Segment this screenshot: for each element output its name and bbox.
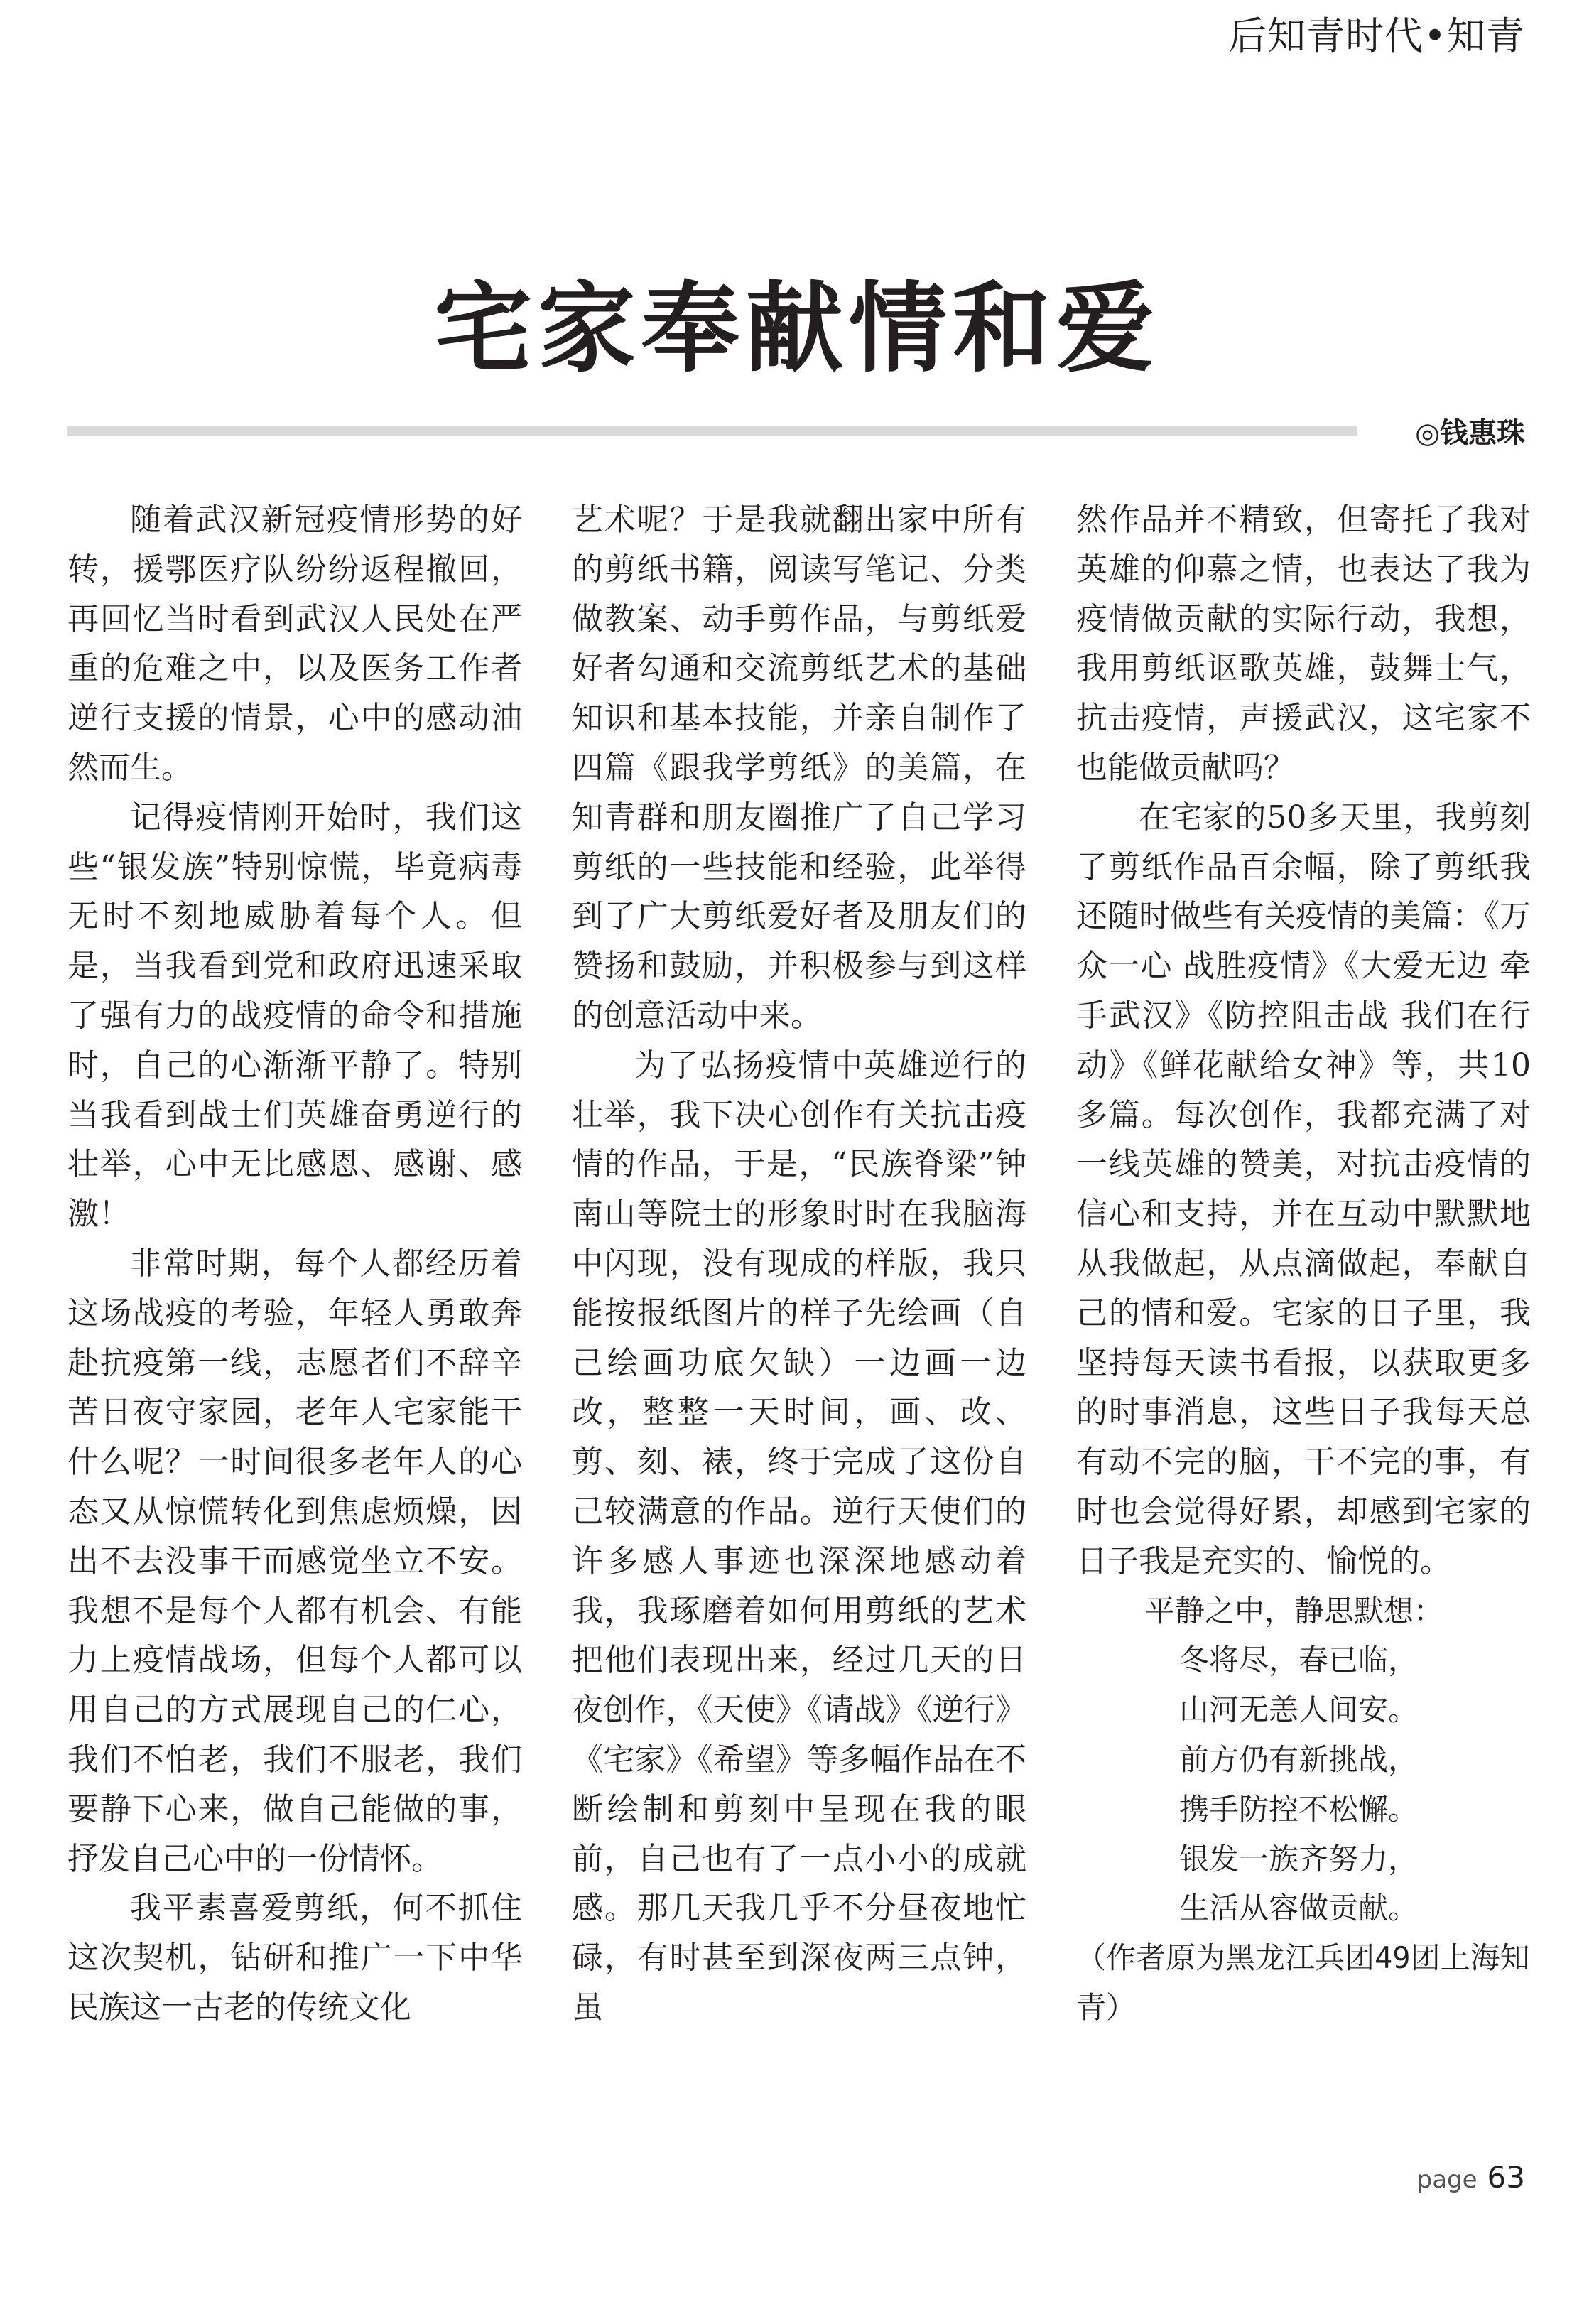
text-column-3 (1076, 495, 1531, 2115)
paragraph: 随着武汉新冠疫情形势的好转，援鄂医疗队纷纷返程撤回，再回忆当时看到武汉人民处在严重的危难之中，以及医务工作者逆行支援的情景，心中的感动油然而生。 (67, 502, 522, 786)
author-byline: ◎钱惠珠 (1415, 417, 1525, 450)
poem-line: 生活从容做贡献。 (1179, 1891, 1419, 1926)
poem-line: 平静之中，静思默想： (1145, 1593, 1444, 1628)
paragraph: 非常时期，每个人都经历着这场战疫的考验，年轻人勇敢奔赴抗疫第一线，志愿者们不辞辛苦日夜守家园，老年人宅家能干什么呢？一时间很多老年人的心态又从惊慌转化到焦虑烦燥，因出不去没事干而感觉坐立不安。我想不是每个人都有机会、有能力上疫情战场，但每个人都可以用自己的方式展现自己的仁心，我们不怕老，我们不服老，我们要静下心来，做自己能做的事，抒发自己心中的一份情怀。 (67, 1245, 522, 1877)
poem-line: 银发一族齐努力， (1179, 1841, 1419, 1876)
title-divider (67, 426, 1357, 436)
poem-line: 携手防控不松懈。 (1179, 1791, 1419, 1827)
paragraph: 为了弘扬疫情中英雄逆行的壮举，我下决心创作有关抗击疫情的作品，于是，“民族脊梁”钟南山等院士的形象时时在我脑海中闪现，没有现成的样版，我只能按报纸图片的样子先绘画（自己绘画功底欠缺）一边画一边改，整整一天时间，画、改、剪、刻、裱，终于完成了这份自己较满意的作品。逆行天使们的许多感人事迹也深深地感动着我，我琢磨着如何用剪纸的艺术把他们表现出来，经过几天的日夜创作，《天使》《请战》《逆行》《宅家》《希望》等多幅作品在不断绘制和剪刻中呈现在我的眼前，自己也有了一点小小的成就感。那几天我几乎不分昼夜地忙碌，有时甚至到深夜两三点钟，虽 (572, 1047, 1026, 2026)
text-column-2 (572, 495, 1026, 2115)
article-title: 宅家奉献情和爱 (433, 271, 1160, 386)
page-word: page (1416, 2166, 1478, 2194)
paragraph-continued: 然作品并不精致，但寄托了我对英雄的仰慕之情，也表达了我为疫情做贡献的实际行动，我想，我用剪纸讴歌英雄，鼓舞士气，抗击疫情，声援武汉，这宅家不也能做贡献吗？ (1076, 502, 1531, 786)
paragraph-continued: 艺术呢？于是我就翻出家中所有的剪纸书籍，阅读写笔记、分类做教案、动手剪作品，与剪纸爱好者勾通和交流剪纸艺术的基础知识和基本技能，并亲自制作了四篇《跟我学剪纸》的美篇，在知青群和朋友圈推广了自己学习剪纸的一些技能和经验，此举得到了广大剪纸爱好者及朋友们的赞扬和鼓励，并积极参与到这样的创意活动中来。 (572, 502, 1026, 1034)
poem (1076, 1587, 1531, 1934)
paragraph: 记得疫情刚开始时，我们这些“银发族”特别惊慌，毕竟病毒无时不刻地威胁着每个人。但是，当我看到党和政府迅速采取了强有力的战疫情的命令和措施时，自己的心渐渐平静了。特别当我看到战士们英雄奋勇逆行的壮举，心中无比感恩、感谢、感激！ (67, 799, 522, 1233)
author-note: （作者原为黑龙江兵团49团上海知青） (1076, 1940, 1530, 2025)
page-number-value: 63 (1487, 2160, 1525, 2195)
poem-line: 山河无恙人间安。 (1179, 1692, 1419, 1728)
page-number (1417, 2160, 1525, 2195)
paragraph: 在宅家的50多天里，我剪刻了剪纸作品百余幅，除了剪纸我还随时做些有关疫情的美篇：《万众一心 战胜疫情》《大爱无边 牵手武汉》《防控阻击战 我们在行动》《鲜花献给女神》等，共10多篇。每次创作，我都充满了对一线英雄的赞美，对抗击疫情的信心和支持，并在互动中默默地从我做起，从点滴做起，奉献自己的情和爱。宅家的日子里，我坚持每天读书看报，以获取更多的时事消息，这些日子我每天总有动不完的脑，干不完的事，有时也会觉得好累，却感到宅家的日子我是充实的、愉悦的。 (1076, 799, 1531, 1579)
poem-line: 冬将尽，春已临， (1179, 1643, 1419, 1678)
section-label: 后知青时代•知青 (1228, 13, 1525, 58)
paragraph: 我平素喜爱剪纸，何不抓住这次契机，钻研和推广一下中华民族这一古老的传统文化 (67, 1890, 522, 2026)
poem-line: 前方仍有新挑战， (1179, 1741, 1419, 1777)
text-column-1 (67, 495, 522, 2115)
